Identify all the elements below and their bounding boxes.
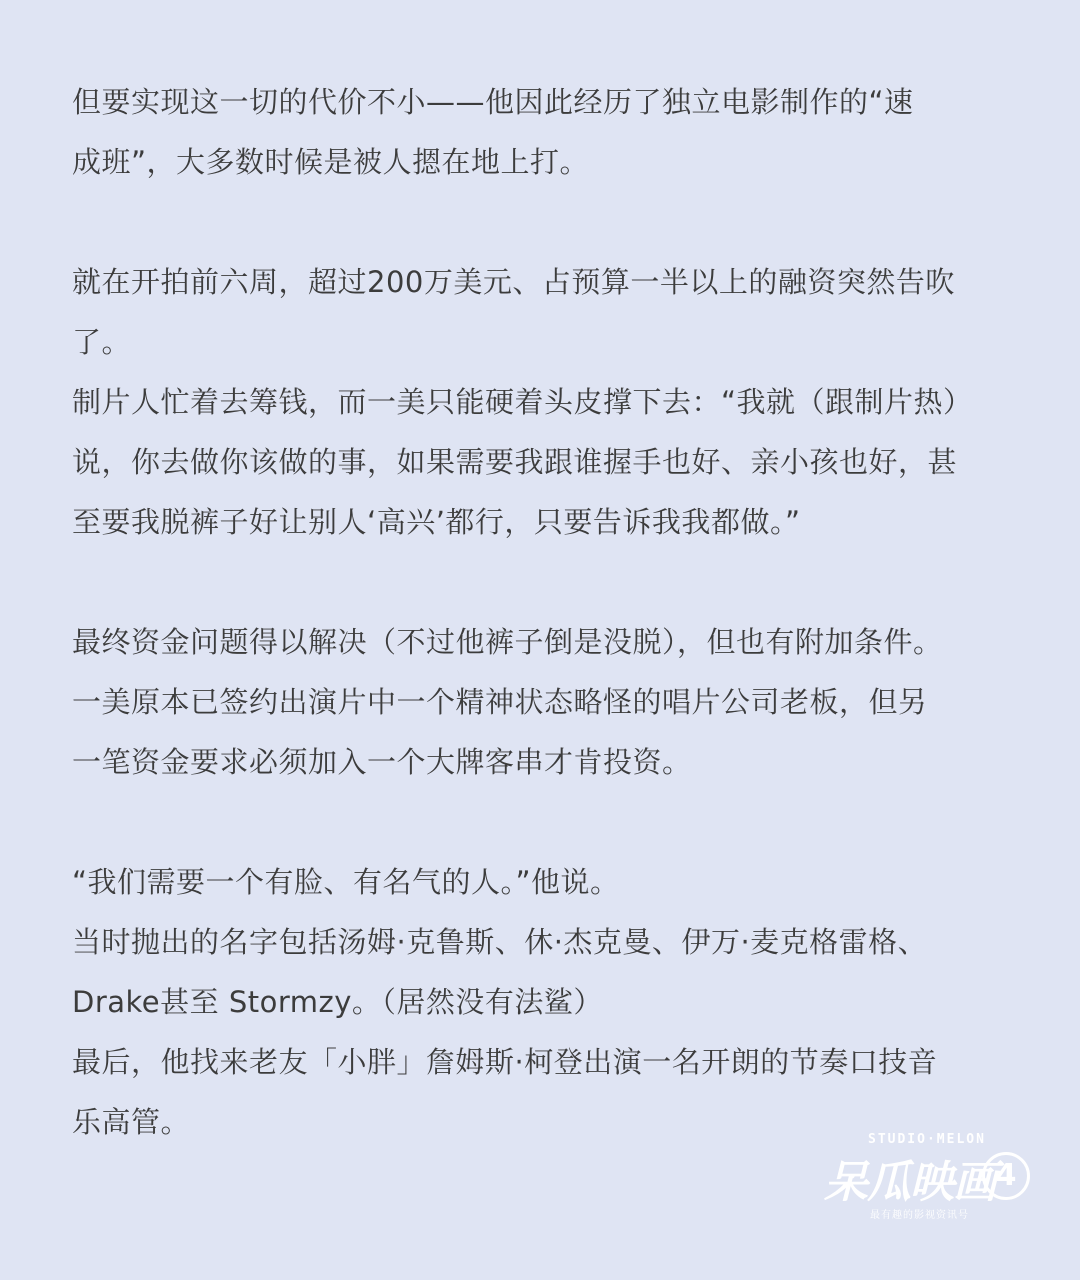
paragraph-line: 说，你去做你该做的事，如果需要我跟谁握手也好、亲小孩也好，甚: [72, 445, 958, 479]
paragraph-line: 至要我脱裤子好让别人‘高兴’都行，只要告诉我我都做。”: [72, 505, 801, 539]
watermark-number-badge: 4: [982, 1152, 1030, 1200]
paragraph-line: Drake甚至 Stormzy。（居然没有法鲨）: [72, 985, 603, 1019]
paragraph-line: 成班”，大多数时候是被人摁在地上打。: [72, 145, 590, 179]
paragraph-gap: [72, 192, 1032, 252]
paragraph-line: 当时抛出的名字包括汤姆·克鲁斯、休·杰克曼、伊万·麦克格雷格、: [72, 925, 928, 959]
paragraph-line: “我们需要一个有脸、有名气的人。”他说。: [72, 865, 620, 899]
brand-watermark-logo: [822, 1132, 1042, 1232]
paragraph-line: 最终资金问题得以解决（不过他裤子倒是没脱），但也有附加条件。: [72, 625, 943, 659]
paragraph-line: 最后，他找来老友「小胖」詹姆斯·柯登出演一名开朗的节奏口技音: [72, 1045, 938, 1079]
paragraph-line: 一笔资金要求必须加入一个大牌客串才肯投资。: [72, 745, 692, 779]
paragraph-line: 了。: [72, 325, 132, 359]
watermark-brand-name: 呆瓜映画: [824, 1157, 996, 1208]
paragraph-line: 就在开拍前六周，超过200万美元、占预算一半以上的融资突然告吹: [72, 265, 955, 299]
paragraph-line: 一美原本已签约出演片中一个精神状态略怪的唱片公司老板，但另: [72, 685, 928, 719]
watermark-tagline: 最有趣的影视资讯号: [870, 1210, 969, 1221]
paragraph-gap: [72, 552, 1032, 612]
paragraph-line: 制片人忙着去筹钱，而一美只能硬着头皮撑下去：“我就（跟制片热）: [72, 385, 973, 419]
paragraph-line: 但要实现这一切的代价不小——他因此经历了独立电影制作的“速: [72, 85, 914, 119]
article-body: [72, 72, 1032, 1152]
paragraph-line: 乐高管。: [72, 1105, 191, 1139]
paragraph-gap: [72, 792, 1032, 852]
watermark-studio-label: STUDIO·MELON: [868, 1132, 986, 1147]
